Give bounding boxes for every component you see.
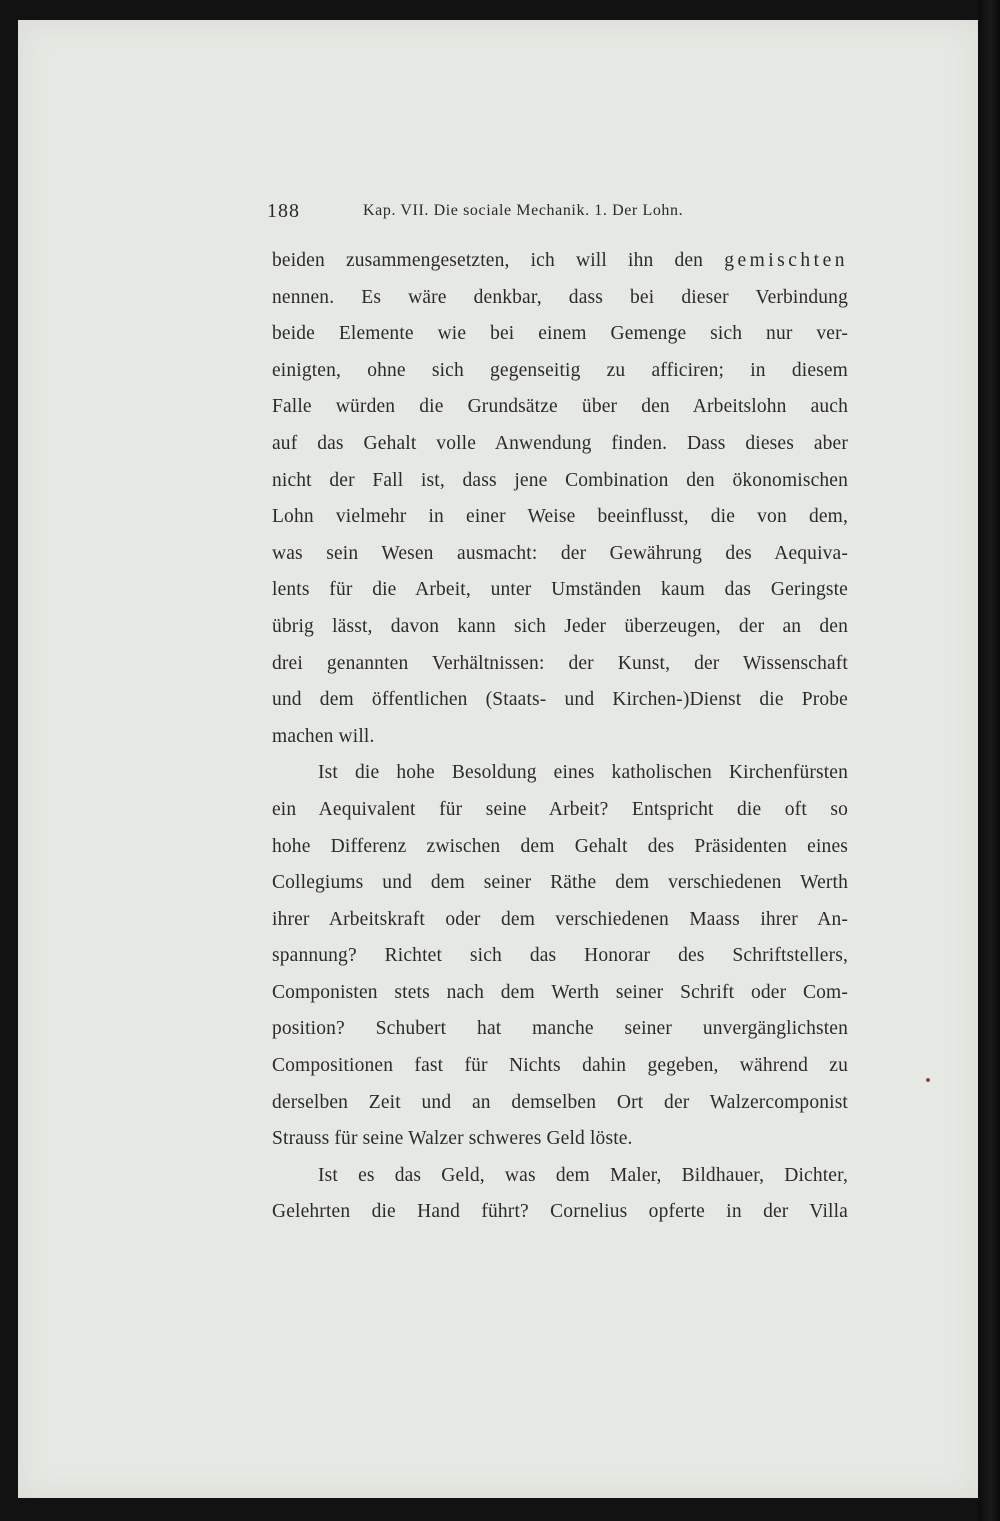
text-line: ihrer Arbeitskraft oder dem verschiedenen Maass ihrer An- [272, 908, 848, 930]
body-text [272, 243, 848, 1231]
text-line: Compositionen fast für Nichts dahin gegeben, während zu [272, 1055, 848, 1077]
text-line: beiden zusammengesetzten, ich will ihn den gemischten [272, 250, 848, 271]
text-line: Componisten stets nach dem Werth seiner Schrift oder Com- [272, 981, 848, 1003]
text-line: was sein Wesen ausmacht: der Gewährung des Aequiva- [272, 542, 848, 564]
text-line: spannung? Richtet sich das Honorar des Schriftstellers, [272, 945, 848, 967]
text-line: hohe Differenz zwischen dem Gehalt des Präsidenten eines [272, 835, 848, 857]
running-head: Kap. VII. Die sociale Mechanik. 1. Der Lohn. [363, 202, 684, 219]
ink-speck [926, 1078, 930, 1082]
text-line: nicht der Fall ist, dass jene Combination den ökonomischen [272, 469, 848, 491]
text-line: drei genannten Verhältnissen: der Kunst, der Wissenschaft [272, 652, 848, 674]
text-line: nennen. Es wäre denkbar, dass bei dieser Verbindung [272, 286, 848, 308]
page-header [267, 200, 867, 226]
text-line: beide Elemente wie bei einem Gemenge sich nur ver- [272, 323, 848, 345]
text-line: übrig lässt, davon kann sich Jeder überzeugen, der an den [272, 615, 848, 637]
text-line: Lohn vielmehr in einer Weise beeinflusst, die von dem, [272, 506, 848, 528]
text-line: Falle würden die Grundsätze über den Arbeitslohn auch [272, 396, 848, 418]
text-line: Strauss für seine Walzer schweres Geld löste. [272, 1128, 633, 1150]
text-line: Ist die hohe Besoldung eines katholischen Kirchenfürsten [318, 762, 848, 784]
text-line: position? Schubert hat manche seiner unvergänglichsten [272, 1018, 848, 1040]
text-line: derselben Zeit und an demselben Ort der Walzercomponist [272, 1091, 848, 1113]
text-line: einigten, ohne sich gegenseitig zu afficiren; in diesem [272, 359, 848, 381]
page-number: 188 [267, 200, 300, 222]
text-line: ein Aequivalent für seine Arbeit? Entspricht die oft so [272, 798, 848, 820]
text-line: machen will. [272, 725, 375, 747]
text-line: lents für die Arbeit, unter Umständen kaum das Geringste [272, 579, 848, 601]
text-line: und dem öffentlichen (Staats- und Kirchen-)Dienst die Probe [272, 689, 848, 711]
text-line: Collegiums und dem seiner Räthe dem verschiedenen Werth [272, 872, 848, 894]
scan-edge [978, 0, 1000, 1521]
emphasized-word: gemischten [724, 250, 848, 271]
text-line: Gelehrten die Hand führt? Cornelius opferte in der Villa [272, 1201, 848, 1223]
text-line: Ist es das Geld, was dem Maler, Bildhauer, Dichter, [318, 1164, 848, 1186]
text-line: auf das Gehalt volle Anwendung finden. Dass dieses aber [272, 432, 848, 454]
